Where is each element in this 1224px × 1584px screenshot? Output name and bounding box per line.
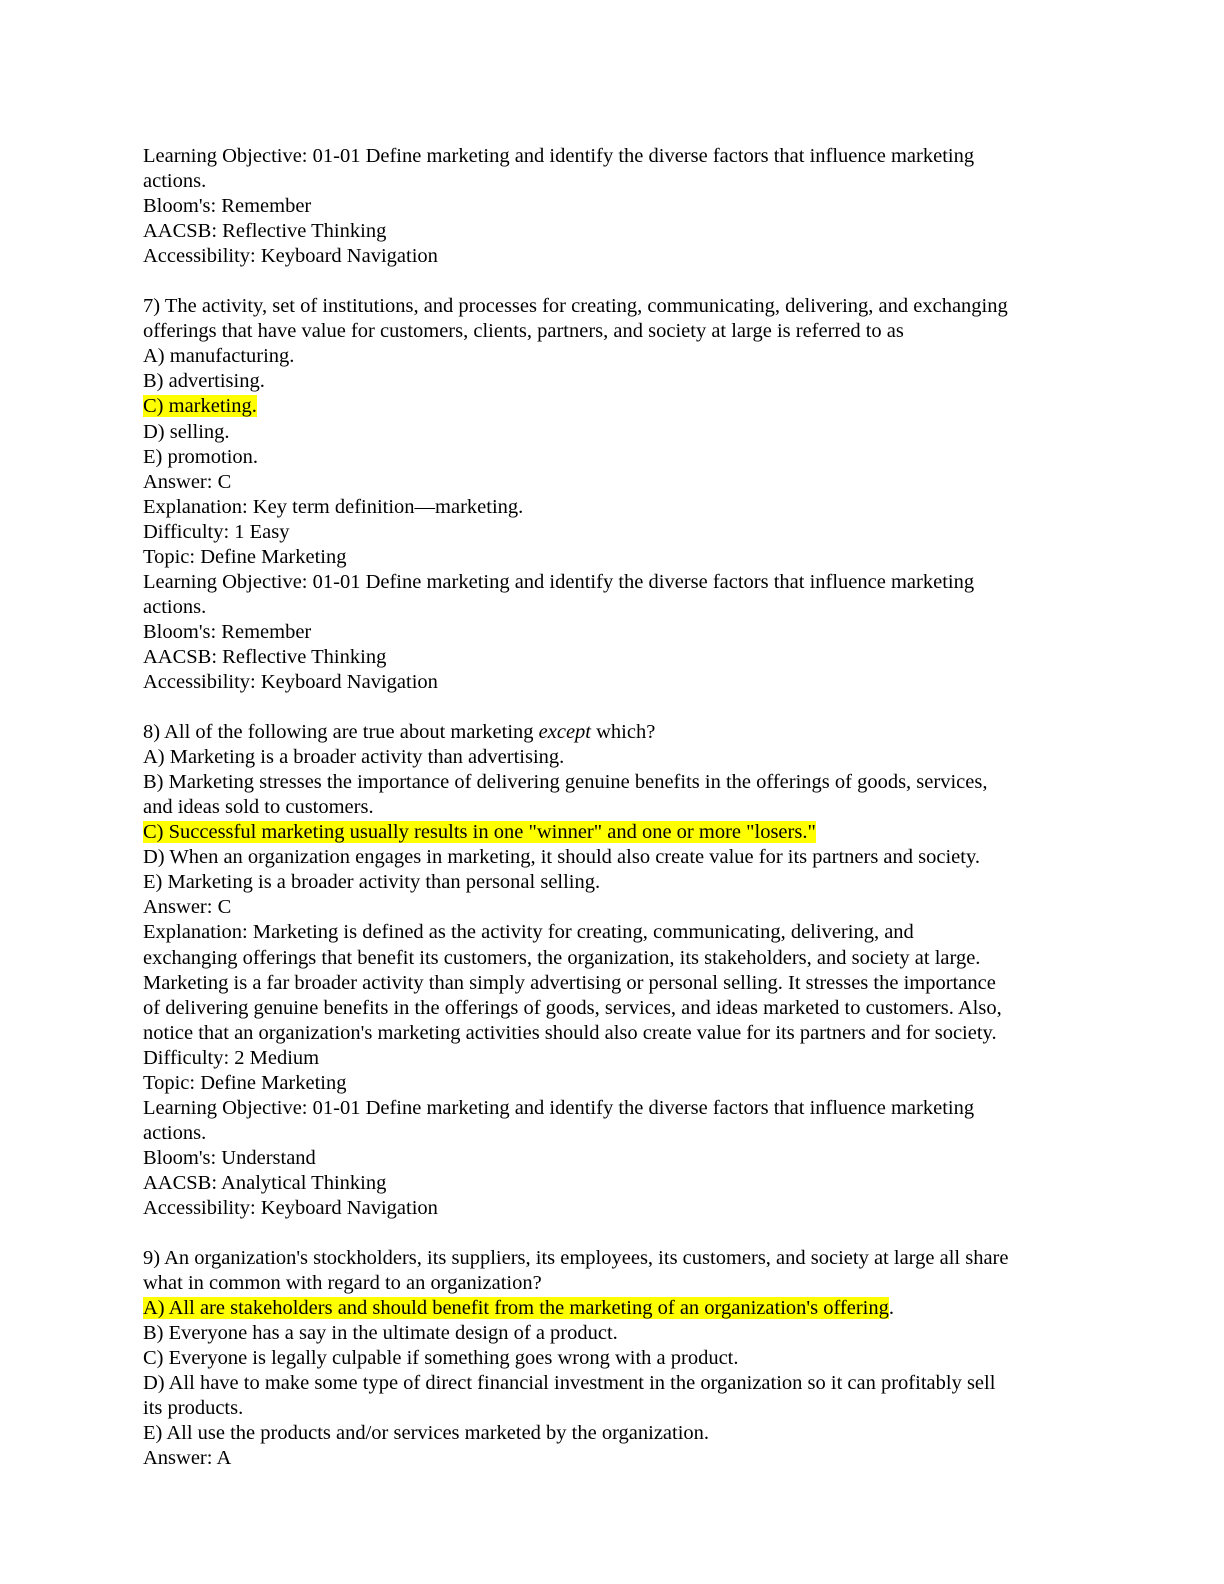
option-c [143, 394, 1083, 419]
option-d: D) selling. [143, 420, 230, 443]
question-8 [143, 720, 1083, 1221]
accessibility-line: Accessibility: Keyboard Navigation [143, 1196, 438, 1219]
answer-line: Answer: C [143, 896, 232, 919]
option-b: B) Marketing stresses the importance of delivering genuine benefits in the offerings of goods, services, [143, 771, 988, 794]
blooms-line: Bloom's: Understand [143, 1146, 316, 1169]
option-a-period: . [888, 1297, 894, 1320]
blooms-line: Bloom's: Remember [143, 195, 312, 218]
option-d: D) All have to make some type of direct financial investment in the organization so it can profitably sell [143, 1372, 996, 1395]
learning-objective-line: actions. [143, 595, 207, 618]
explanation-line: notice that an organization's marketing activities should also create value for its partners and for society. [143, 1021, 997, 1044]
option-a: A) manufacturing. [143, 345, 295, 368]
aacsb-line: AACSB: Analytical Thinking [143, 1171, 387, 1194]
topic-line: Topic: Define Marketing [143, 1071, 347, 1094]
question-9 [143, 1246, 1083, 1471]
explanation-line: Explanation: Marketing is defined as the activity for creating, communicating, delivering, and [143, 921, 914, 944]
accessibility-line: Accessibility: Keyboard Navigation [143, 670, 438, 693]
aacsb-line: AACSB: Reflective Thinking [143, 645, 387, 668]
stem-text: 8) All of the following are true about marketing [143, 721, 539, 744]
spacer [143, 269, 1083, 294]
answer-line: Answer: A [143, 1447, 232, 1470]
answer-line: Answer: C [143, 470, 232, 493]
learning-objective-line: Learning Objective: 01-01 Define marketing and identify the diverse factors that influence marketing [143, 145, 975, 167]
accessibility-line: Accessibility: Keyboard Navigation [143, 245, 438, 268]
aacsb-line: AACSB: Reflective Thinking [143, 220, 387, 243]
learning-objective-line: actions. [143, 170, 207, 193]
highlighted-answer: C) Successful marketing usually results in one "winner" and one or more "losers." [143, 821, 816, 844]
highlighted-answer: A) All are stakeholders and should benefit from the marketing of an organization's offering [143, 1297, 889, 1320]
option-a: A) Marketing is a broader activity than advertising. [143, 746, 565, 769]
option-d: its products. [143, 1397, 244, 1420]
document-page [143, 144, 1083, 1471]
learning-objective-line: Learning Objective: 01-01 Define marketing and identify the diverse factors that influence marketing [143, 570, 975, 593]
option-e: E) All use the products and/or services marketed by the organization. [143, 1422, 710, 1445]
difficulty-line: Difficulty: 2 Medium [143, 1046, 320, 1069]
question-stem [143, 720, 1083, 745]
option-b: B) advertising. [143, 370, 265, 393]
question-stem: what in common with regard to an organization? [143, 1272, 542, 1295]
option-c [143, 820, 1083, 845]
option-b: and ideas sold to customers. [143, 796, 374, 819]
spacer [143, 695, 1083, 720]
explanation-line: Explanation: Key term definition—marketing. [143, 495, 524, 518]
learning-objective-line: actions. [143, 1121, 207, 1144]
spacer [143, 1221, 1083, 1246]
option-d: D) When an organization engages in marketing, it should also create value for its partners and society. [143, 846, 981, 869]
question-stem: 7) The activity, set of institutions, and processes for creating, communicating, delivering, and exchanging [143, 295, 1008, 318]
stem-text: which? [591, 721, 656, 744]
explanation-line: Marketing is a far broader activity than simply advertising or personal selling. It stresses the importance [143, 971, 996, 994]
option-e: E) promotion. [143, 445, 259, 468]
highlighted-answer: C) marketing. [143, 395, 257, 418]
previous-question-metadata [143, 144, 1083, 269]
learning-objective-line: Learning Objective: 01-01 Define marketing and identify the diverse factors that influence marketing [143, 1096, 975, 1119]
question-7 [143, 294, 1083, 695]
topic-line: Topic: Define Marketing [143, 545, 347, 568]
explanation-line: exchanging offerings that benefit its customers, the organization, its stakeholders, and society at large. [143, 946, 981, 969]
stem-emphasis: except [538, 721, 591, 744]
option-b: B) Everyone has a say in the ultimate design of a product. [143, 1322, 618, 1345]
explanation-line: of delivering genuine benefits in the offerings of goods, services, and ideas marketed to customers. Also, [143, 996, 1002, 1019]
blooms-line: Bloom's: Remember [143, 620, 312, 643]
option-e: E) Marketing is a broader activity than personal selling. [143, 871, 601, 894]
option-a [143, 1296, 1083, 1321]
question-stem: offerings that have value for customers, clients, partners, and society at large is referred to as [143, 320, 904, 343]
difficulty-line: Difficulty: 1 Easy [143, 520, 290, 543]
question-stem: 9) An organization's stockholders, its suppliers, its employees, its customers, and society at large all share [143, 1247, 1009, 1270]
option-c: C) Everyone is legally culpable if something goes wrong with a product. [143, 1347, 739, 1370]
